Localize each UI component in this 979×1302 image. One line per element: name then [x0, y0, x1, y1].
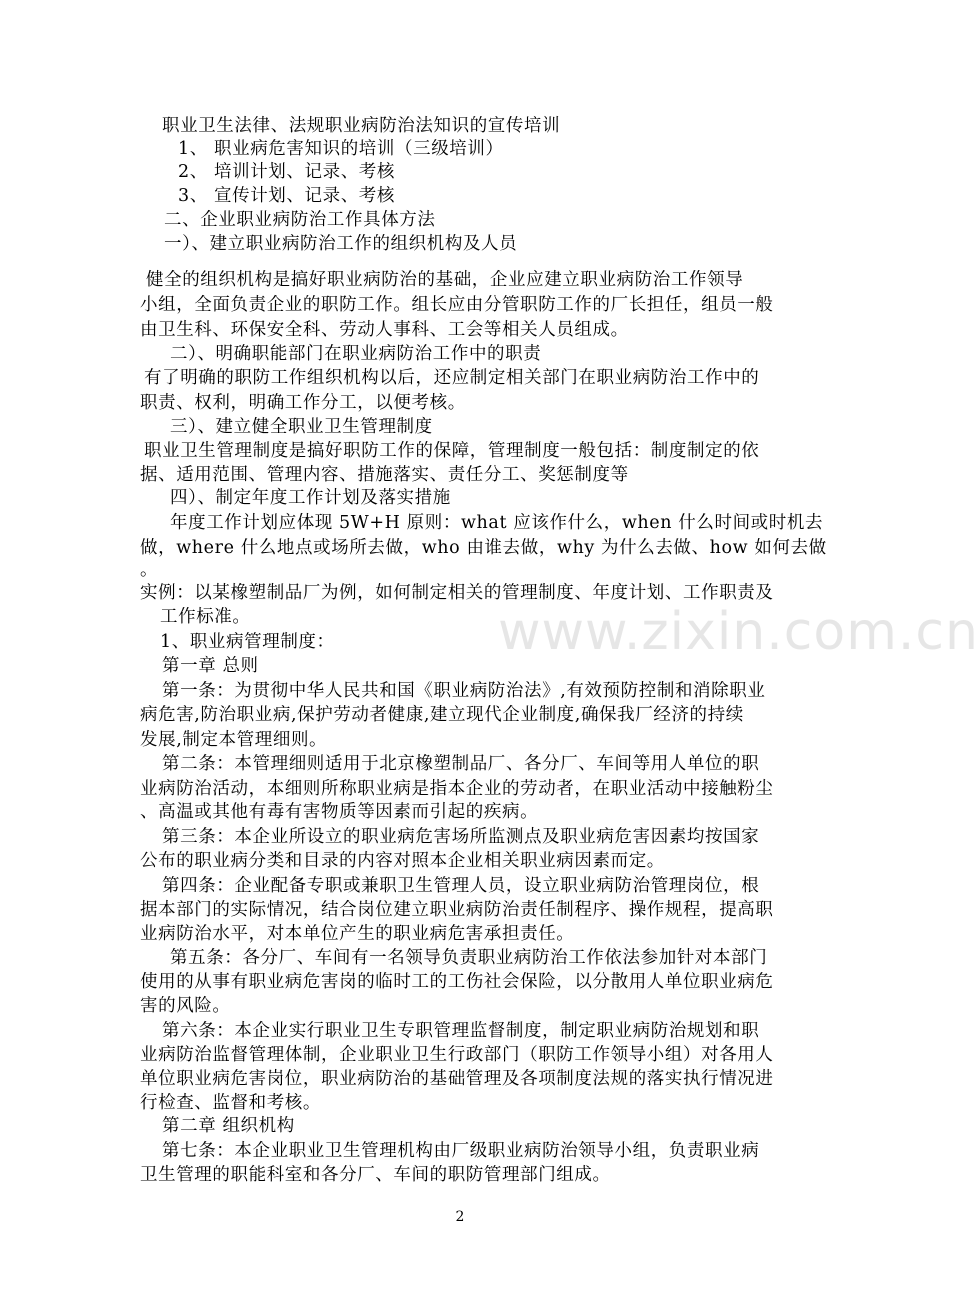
text-line: 据本部门的实际情况，结合岗位建立职业病防治责任制程序、操作规程，提高职: [140, 900, 774, 920]
text-line: 使用的从事有职业病危害岗的临时工的工伤社会保险，以分散用人单位职业病危: [140, 972, 774, 992]
subsection-heading: 二）、明确职能部门在职业病防治工作中的职责: [170, 344, 542, 364]
text-line: 第四条：企业配备专职或兼职卫生管理人员，设立职业病防治管理岗位，根: [162, 876, 760, 896]
subsection-heading: 三）、建立健全职业卫生管理制度: [170, 417, 433, 437]
text-line: 业病防治水平，对本单位产生的职业病危害承担责任。: [140, 924, 575, 944]
text-line: 第三条：本企业所设立的职业病危害场所监测点及职业病危害因素均按国家: [162, 827, 760, 847]
text-line: 第五条：各分厂、车间有一名领导负责职业病防治工作依法参加针对本部门: [170, 948, 768, 968]
text-line: 有了明确的职防工作组织机构以后，还应制定相关部门在职业病防治工作中的: [144, 368, 760, 388]
text-line: 做，where 什么地点或场所去做，who 由谁去做，why 为什么去做、how 如何去做: [140, 538, 827, 558]
text-line: 业病防治监督管理体制，企业职业卫生行政部门（职防工作领导小组）对各用人: [140, 1045, 774, 1065]
text-line: 实例：以某橡塑制品厂为例，如何制定相关的管理制度、年度计划、工作职责及: [140, 583, 774, 603]
text-line: 、高温或其他有毒有害物质等因素而引起的疾病。: [140, 802, 539, 822]
text-line: 病危害,防治职业病,保护劳动者健康,建立现代企业制度,确保我厂经济的持续: [140, 705, 744, 725]
text-line: 职责、权利，明确工作分工，以便考核。: [140, 393, 466, 413]
text-line: 行检查、监督和考核。: [140, 1093, 321, 1113]
text-line: 第一条：为贯彻中华人民共和国《职业病防治法》,有效预防控制和消除职业: [162, 681, 766, 701]
text-line: 第六条：本企业实行职业卫生专职管理监督制度，制定职业病防治规划和职: [162, 1021, 760, 1041]
text-line: 工作标准。: [160, 607, 251, 627]
section-heading: 二、企业职业病防治工作具体方法: [164, 210, 436, 230]
text-line: 害的风险。: [140, 996, 231, 1016]
text-line: 卫生管理的职能科室和各分厂、车间的职防管理部门组成。: [140, 1165, 611, 1185]
text-line: 3、 宣传计划、记录、考核: [178, 186, 395, 206]
text-line: 公布的职业病分类和目录的内容对照本企业相关职业病因素而定。: [140, 851, 665, 871]
text-line: 健全的组织机构是搞好职业病防治的基础，企业应建立职业病防治工作领导: [146, 270, 744, 290]
text-line: 业病防治活动，本细则所称职业病是指本企业的劳动者，在职业活动中接触粉尘: [140, 779, 774, 799]
text-line: 1、职业病管理制度：: [160, 632, 335, 652]
text-line: 2、 培训计划、记录、考核: [178, 162, 395, 182]
text-line: 第二条：本管理细则适用于北京橡塑制品厂、各分厂、车间等用人单位的职: [162, 754, 760, 774]
text-line: 小组，全面负责企业的职防工作。组长应由分管职防工作的厂长担任，组员一般: [140, 295, 774, 315]
text-line: 由卫生科、环保安全科、劳动人事科、工会等相关人员组成。: [140, 320, 629, 340]
text-line: 单位职业病危害岗位，职业病防治的基础管理及各项制度法规的落实执行情况进: [140, 1069, 774, 1089]
chapter-heading: 第一章 总则: [162, 656, 259, 676]
text-line: 第七条：本企业职业卫生管理机构由厂级职业病防治领导小组，负责职业病: [162, 1141, 760, 1161]
watermark: www.zixin.com.cn: [498, 602, 979, 662]
chapter-heading: 第二章 组织机构: [162, 1116, 295, 1136]
text-line: 职业卫生法律、法规职业病防治法知识的宣传培训: [162, 116, 561, 136]
text-line: 据、适用范围、管理内容、措施落实、责任分工、奖惩制度等: [140, 465, 629, 485]
text-line: 职业卫生管理制度是搞好职防工作的保障，管理制度一般包括：制度制定的依: [144, 441, 760, 461]
page-number: 2: [455, 1209, 465, 1225]
text-line: 发展,制定本管理细则。: [140, 730, 328, 750]
text-line: 年度工作计划应体现 5W+H 原则：what 应该作什么，when 什么时间或时机去: [170, 513, 824, 533]
subsection-heading: 一）、建立职业病防治工作的组织机构及人员: [164, 234, 518, 254]
text-line: 。: [140, 560, 159, 580]
subsection-heading: 四）、制定年度工作计划及落实措施: [170, 488, 451, 508]
text-line: 1、 职业病危害知识的培训（三级培训）: [178, 139, 504, 159]
